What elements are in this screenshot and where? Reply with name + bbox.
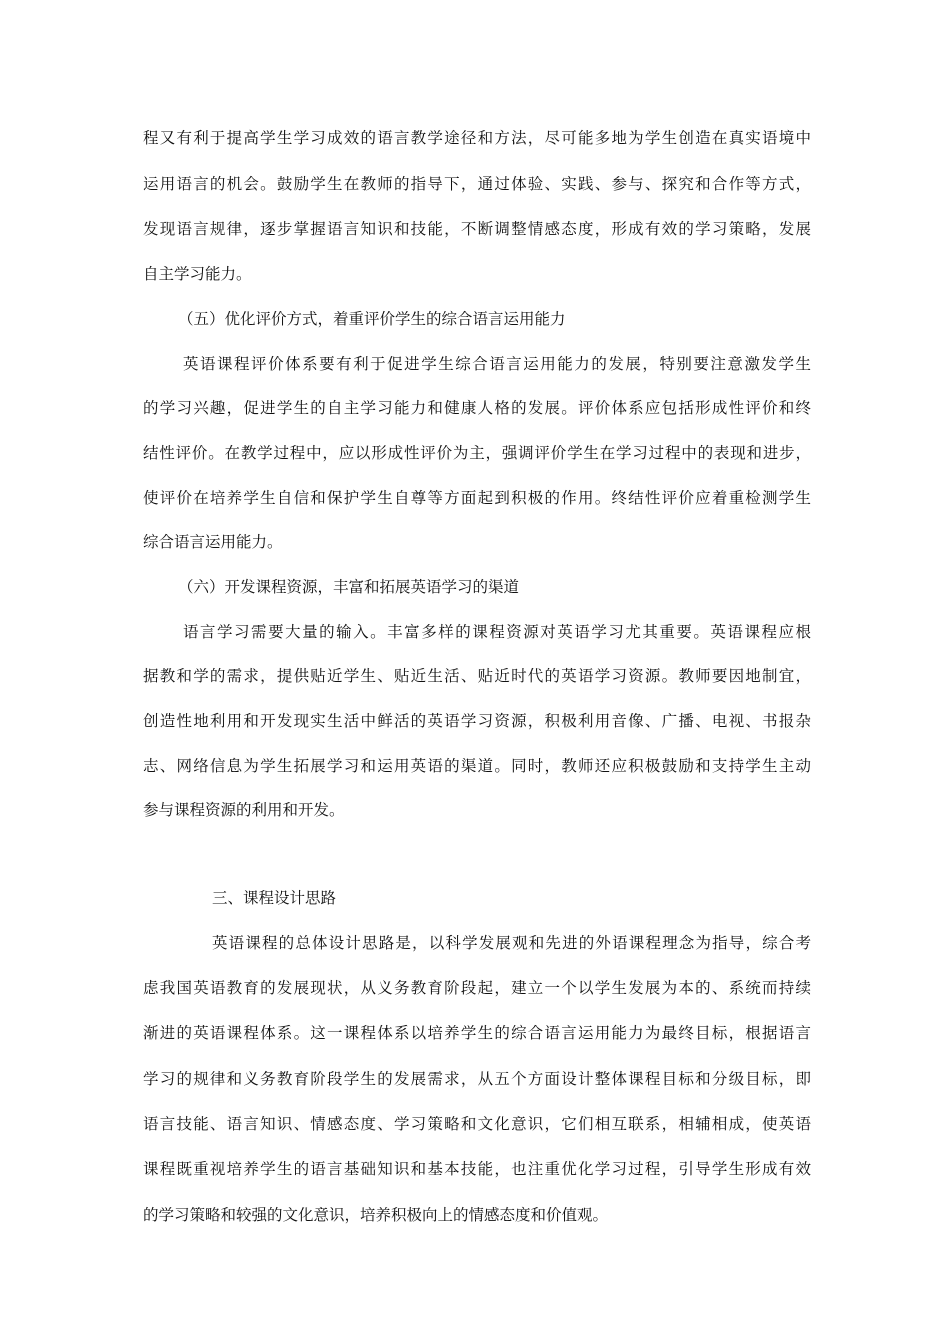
paragraph-line: 参与课程资源的利用和开发。 [143,801,345,819]
paragraph-line: 虑我国英语教育的发展现状，从义务教育阶段起，建立一个以学生发展为本的、系统而持续 [143,979,811,997]
section-heading-6: （六）开发课程资源，丰富和拓展英语学习的渠道 [178,578,520,596]
paragraph-line: 综合语言运用能力。 [143,533,283,551]
section-heading-3: 三、课程设计思路 [212,889,337,907]
paragraph-line: 的学习兴趣，促进学生的自主学习能力和健康人格的发展。评价体系应包括形成性评价和终 [143,399,811,417]
paragraph-line: 据教和学的需求，提供贴近学生、贴近生活、贴近时代的英语学习资源。教师要因地制宜， [143,667,811,685]
paragraph-line: 自主学习能力。 [143,265,252,283]
paragraph-line: 运用语言的机会。鼓励学生在教师的指导下，通过体验、实践、参与、探究和合作等方式， [143,175,811,193]
paragraph-line: 课程既重视培养学生的语言基础知识和基本技能，也注重优化学习过程，引导学生形成有效 [143,1160,811,1178]
paragraph-line: 使评价在培养学生自信和保护学生自尊等方面起到积极的作用。终结性评价应着重检测学生 [143,489,811,507]
paragraph-line: 渐进的英语课程体系。这一课程体系以培养学生的综合语言运用能力为最终目标，根据语言 [143,1024,811,1042]
paragraph-line: 语言技能、语言知识、情感态度、学习策略和文化意识，它们相互联系，相辅相成，使英语 [143,1115,811,1133]
paragraph-line: 学习的规律和义务教育阶段学生的发展需求，从五个方面设计整体课程目标和分级目标，即 [143,1070,811,1088]
paragraph-line: 创造性地利用和开发现实生活中鲜活的英语学习资源，积极利用音像、广播、电视、书报杂 [143,712,811,730]
paragraph-line: 程又有利于提高学生学习成效的语言教学途径和方法，尽可能多地为学生创造在真实语境中 [143,129,811,147]
paragraph-line: 发现语言规律，逐步掌握语言知识和技能，不断调整情感态度，形成有效的学习策略，发展 [143,220,811,238]
paragraph-line: 结性评价。在教学过程中，应以形成性评价为主，强调评价学生在学习过程中的表现和进步， [143,444,811,462]
paragraph-line: 的学习策略和较强的文化意识，培养积极向上的情感态度和价值观。 [143,1206,609,1224]
paragraph-line: 英语课程的总体设计思路是，以科学发展观和先进的外语课程理念为指导，综合考 [212,934,811,952]
paragraph-line: 英语课程评价体系要有利于促进学生综合语言运用能力的发展，特别要注意激发学生 [183,355,811,373]
paragraph-line: 志、网络信息为学生拓展学习和运用英语的渠道。同时，教师还应积极鼓励和支持学生主动 [143,757,811,775]
section-heading-5: （五）优化评价方式，着重评价学生的综合语言运用能力 [178,310,566,328]
paragraph-line: 语言学习需要大量的输入。丰富多样的课程资源对英语学习尤其重要。英语课程应根 [183,623,811,641]
